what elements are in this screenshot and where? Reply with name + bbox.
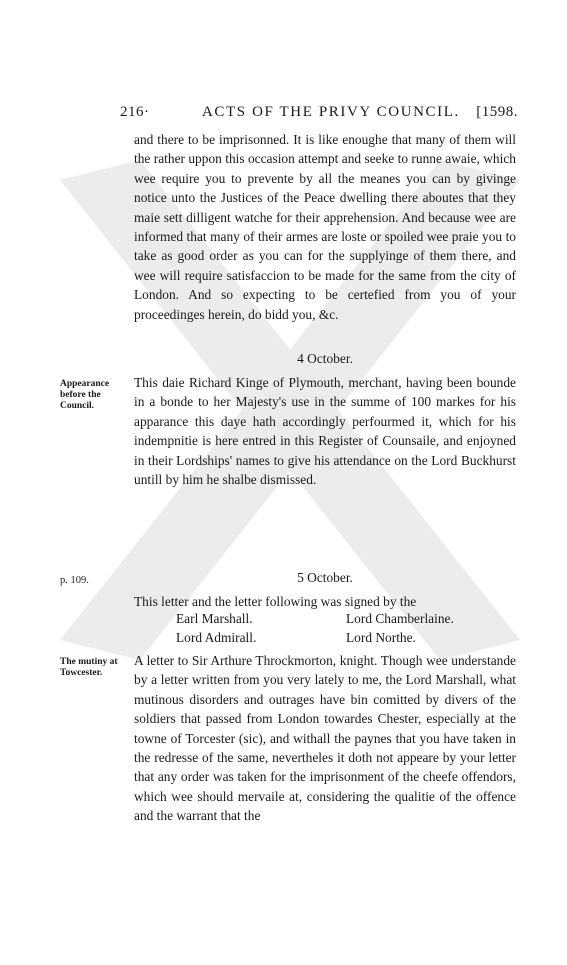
paragraph-continued [134, 130, 516, 324]
page-number: 216· [120, 104, 150, 120]
paragraph-text: This letter and the letter following was signed by the [134, 594, 417, 609]
signed-by-line [134, 592, 516, 611]
running-title: ACTS OF THE PRIVY COUNCIL. [202, 104, 460, 120]
page-reference: p. 109. [60, 575, 89, 586]
signatory: Lord Admirall. [176, 630, 257, 645]
paragraph-appearance [134, 373, 516, 489]
signatory: Lord Northe. [346, 630, 416, 645]
header-year: [1598. [476, 104, 518, 120]
paragraph-text: and there to be imprisonned. It is like enoughe that many of them will the rather uppon this occasion attempt and seeke to runne awaie, which wee require you to prevente by all the meanes you can by givinge notice unto the Justices of the Peace dwelling there aboutes that they maie sett dilligent watche for their apprehension. And because wee are informed that many of their armes are loste or spoiled wee praie you to take as good order as you can for the supplyinge of them there, and wee will require satisfaccion to be made for the same from the city of London. And so expecting to be certefied from you of your proceedinges herein, do bidd you, &c. [134, 132, 516, 322]
paragraph-letter [134, 651, 516, 826]
entry-date: 4 October. [297, 351, 353, 366]
signatory: Lord Chamberlaine. [346, 611, 454, 626]
margin-note: The mutiny at Towcester. [60, 657, 118, 678]
signatory: Earl Marshall. [176, 611, 253, 626]
margin-note: Appearance before the Council. [60, 379, 110, 411]
running-header [120, 104, 518, 124]
paragraph-text: This daie Richard Kinge of Plymouth, merchant, having been bounde in a bonde to her Majesty's use in the summe of 100 markes for his apparance this daye hath accordingly perfourmed it, which for his indempnitie is here entred in this Register of Counsaile, and enjoyned in their Lordships' names to give his attendance on the Lord Buckhurst untill by him he shalbe dismissed. [134, 375, 516, 488]
entry-date: 5 October. [297, 570, 353, 585]
paragraph-text: A letter to Sir Arthure Throckmorton, knight. Though wee understande by a letter written from you very lately to me, the Lord Marshall, what mutinous disorders and outrages have bin comitted by divers of the soldiers that passed from London towardes Chester, especially at the towne of Torcester (sic), and withall the paynes that you have taken in the redresse of the same, nevertheles it doth not appeare by your letter that any order was taken for the imprisonment of the cheefe offendors, which wee should mervaile at, considering the qualitie of the offence and the warrant that the [134, 653, 516, 824]
